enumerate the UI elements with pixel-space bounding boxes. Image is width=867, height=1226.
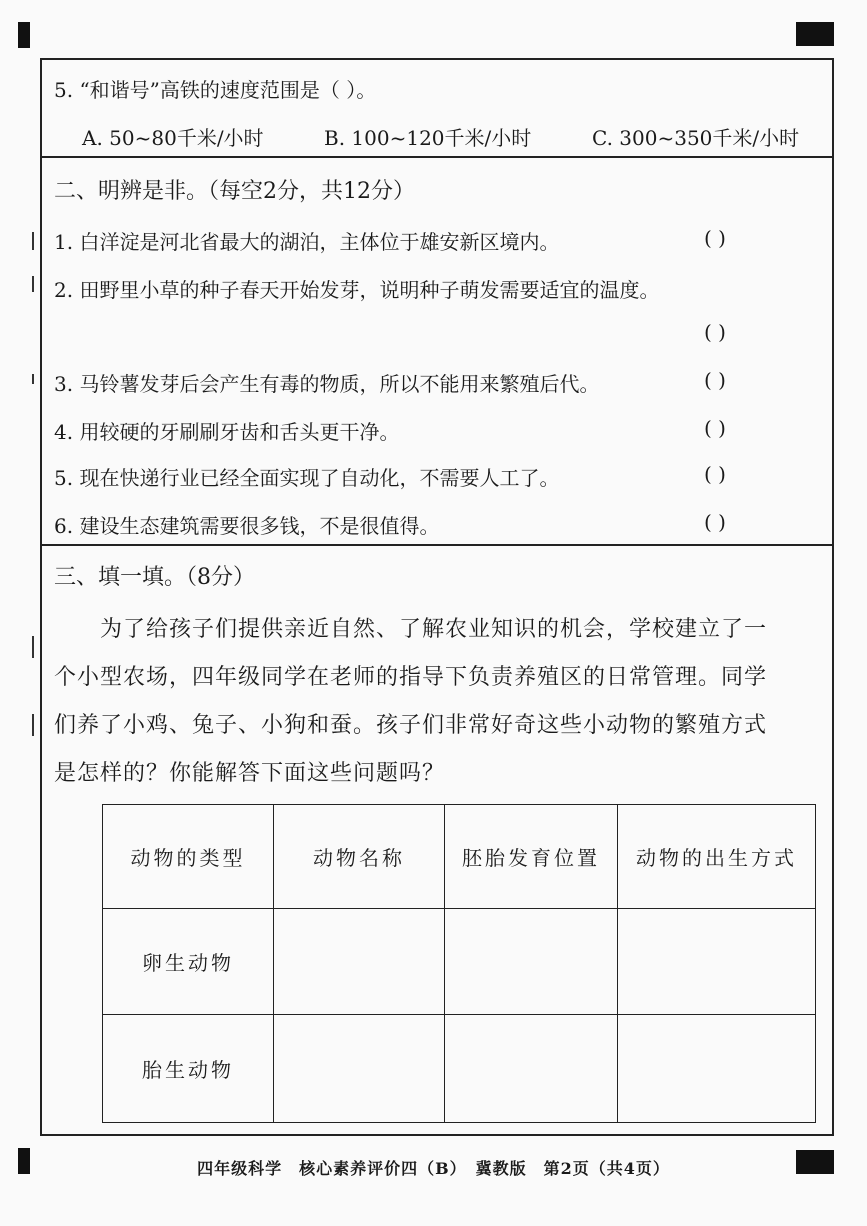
divider: [42, 544, 832, 546]
paragraph-line-1: 为了给孩子们提供亲近自然、了解农业知识的机会，学校建立了一: [100, 617, 768, 642]
section2-item-2: 2. 田野里小草的种子春天开始发芽，说明种子萌发需要适宜的温度。: [54, 278, 660, 302]
section3-title: 三、填一填。（8分）: [54, 565, 255, 590]
table-header-row: [103, 805, 816, 909]
animal-table: [102, 804, 816, 1123]
divider: [42, 156, 832, 158]
table-cell[interactable]: [445, 1015, 618, 1123]
answer-blank-2[interactable]: ( ): [704, 320, 726, 344]
table-cell[interactable]: [274, 1015, 445, 1123]
q5-option-a: A. 50~80千米/小时: [82, 126, 264, 150]
section2-item-1: 1. 白洋淀是河北省最大的湖泊，主体位于雄安新区境内。: [54, 230, 560, 254]
margin-dash: [32, 374, 34, 384]
paragraph-line-2: 个小型农场，四年级同学在老师的指导下负责养殖区的日常管理。同学: [54, 665, 768, 690]
registration-mark-top-left: [18, 22, 30, 48]
table-header: 动物的出生方式: [618, 805, 816, 909]
table-header: 动物的类型: [103, 805, 274, 909]
paragraph-line-4: 是怎样的？你能解答下面这些问题吗？: [54, 761, 446, 786]
answer-blank-6[interactable]: ( ): [704, 510, 726, 534]
table-row-label: 胎生动物: [103, 1015, 274, 1123]
answer-blank-3[interactable]: ( ): [704, 368, 726, 392]
section2-item-5: 5. 现在快递行业已经全面实现了自动化，不需要人工了。: [54, 466, 560, 490]
registration-mark-top-right: [796, 22, 834, 46]
page-footer: 四年级科学 核心素养评价四（B） 冀教版 第2页（共4页）: [197, 1159, 670, 1178]
table-header: 胚胎发育位置: [445, 805, 618, 909]
table-cell[interactable]: [445, 909, 618, 1015]
paragraph-line-3: 们养了小鸡、兔子、小狗和蚕。孩子们非常好奇这些小动物的繁殖方式: [54, 713, 768, 738]
section2-item-3: 3. 马铃薯发芽后会产生有毒的物质，所以不能用来繁殖后代。: [54, 372, 600, 396]
answer-blank-4[interactable]: ( ): [704, 416, 726, 440]
margin-dash: [32, 276, 34, 292]
exam-frame: [40, 58, 834, 1136]
table-cell[interactable]: [274, 909, 445, 1015]
q5-option-c: C. 300~350千米/小时: [592, 126, 800, 150]
answer-blank-5[interactable]: ( ): [704, 462, 726, 486]
section2-item-6: 6. 建设生态建筑需要很多钱，不是很值得。: [54, 514, 440, 538]
table-row-label: 卵生动物: [103, 909, 274, 1015]
margin-dash: [32, 232, 34, 250]
answer-blank-1[interactable]: ( ): [704, 226, 726, 250]
table-row: [103, 1015, 816, 1123]
table-header: 动物名称: [274, 805, 445, 909]
table-cell[interactable]: [618, 1015, 816, 1123]
margin-dash: [32, 636, 34, 658]
table-row: [103, 909, 816, 1015]
margin-dash: [32, 714, 34, 736]
q5-option-b: B. 100~120千米/小时: [324, 126, 532, 150]
table-cell[interactable]: [618, 909, 816, 1015]
q5-question: 5. “和谐号”高铁的速度范围是（ ）。: [54, 78, 377, 102]
section2-item-4: 4. 用较硬的牙刷刷牙齿和舌头更干净。: [54, 420, 400, 444]
section2-title: 二、明辨是非。（每空2分，共12分）: [54, 179, 415, 204]
